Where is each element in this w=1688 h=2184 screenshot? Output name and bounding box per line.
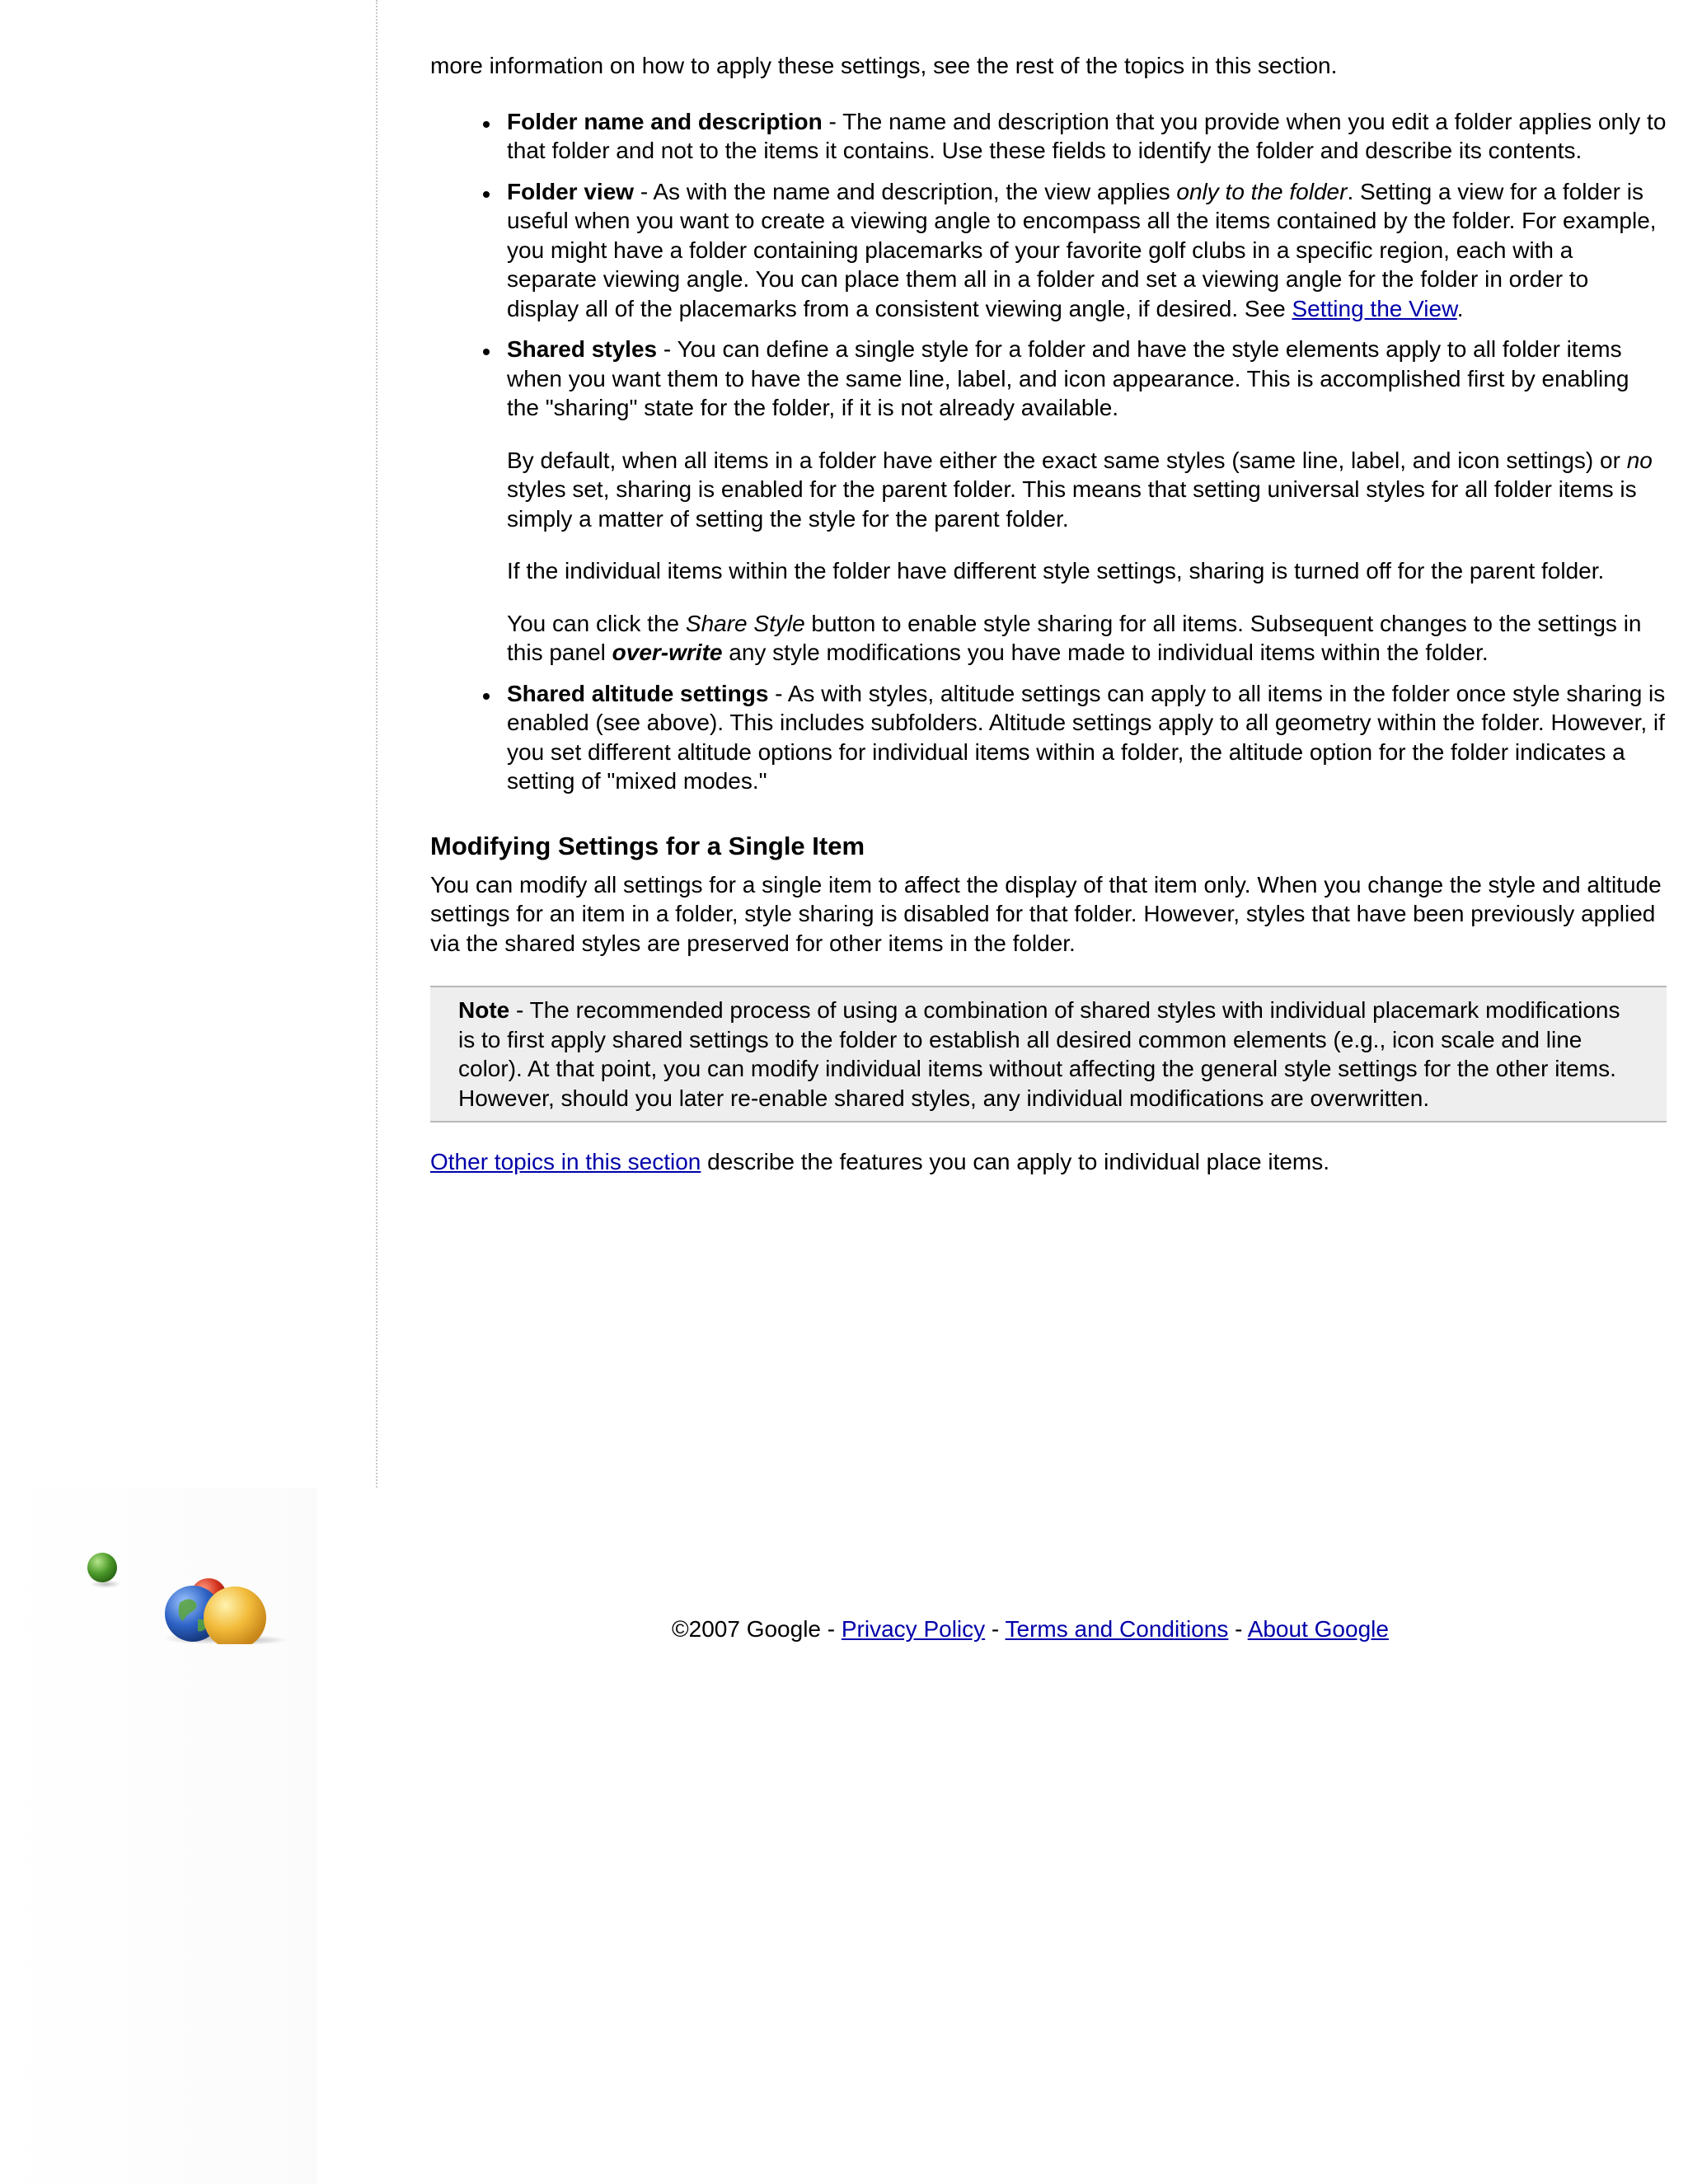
- copyright-text: ©2007 Google -: [672, 1616, 842, 1642]
- default-emphasis: no: [1626, 447, 1653, 473]
- over-write-emphasis: over-write: [612, 640, 723, 665]
- closing-text: describe the features you can apply to individual place items.: [701, 1149, 1330, 1174]
- shared-altitude-title: Shared altitude settings: [507, 680, 769, 706]
- note-box: [430, 986, 1667, 1122]
- folder-view-text-cont: . Setting a view for a folder is useful when you want to create a viewing angle to encompass all the items contained by the folder. For example, you might have a folder containing placemarks of your favorite golf clubs in a specific region, each with a separate viewing angle. You can place them all in a folder and set a viewing angle for the folder in order to display all of the placemarks from a consistent viewing angle, if desired. See: [507, 178, 1657, 321]
- folder-name-text: - The name and description that you provide when you edit a folder applies only to that folder and not to the items it contains. Use these fields to identify the folder and describe its contents.: [507, 108, 1667, 163]
- section-body: You can modify all settings for a single item to affect the display of that item only. When you change the style and altitude settings for an item in a folder, style sharing is disabled for that folder. However, styles that have been previously applied via the shared styles are preserved for other items in the folder.: [430, 871, 1662, 956]
- folder-view-text-end: .: [1456, 295, 1464, 321]
- settings-list: [430, 107, 1667, 796]
- list-item-shared-altitude: [507, 679, 1667, 796]
- shared-styles-individual-paragraph: If the individual items within the folder have different style settings, sharing is turned off for the parent folder.: [507, 558, 1605, 583]
- terms-and-conditions-link[interactable]: Terms and Conditions: [1005, 1616, 1229, 1642]
- section-heading: Modifying Settings for a Single Item: [430, 831, 865, 860]
- shared-styles-default-paragraph: [507, 446, 1667, 534]
- shared-altitude-text: - As with styles, altitude settings can apply to all items in the folder once style sharing is enabled (see above). This includes subfolders. Altitude settings apply to all geometry within the folder. However, if you set different altitude options for individual items within a folder, the altitude option for the folder indicates a setting of "mixed modes.": [507, 680, 1666, 794]
- folder-view-title: Folder view: [507, 178, 635, 204]
- button-text-b: button to enable style sharing for all items. Subsequent changes to the settings in this panel: [507, 610, 1642, 665]
- shared-styles-title: Shared styles: [507, 336, 658, 362]
- button-text-c: any style modifications you have made to individual items within the folder.: [722, 640, 1489, 665]
- footer: [0, 1488, 1688, 2184]
- folder-view-emphasis: only to the folder: [1176, 178, 1348, 204]
- default-text-b: styles set, sharing is enabled for the parent folder. This means that setting universal styles for all folder items is simply a matter of setting the style for the parent folder.: [507, 476, 1637, 532]
- note-text: - The recommended process of using a combination of shared styles with individual placemark modifications is to first apply shared settings to the folder to establish all desired common elements (e.g., icon scale and line color). At that point, you can modify individual items without affecting the general style settings for the other items. However, should you later re-enable shared styles, any individual modifications are overwritten.: [458, 997, 1620, 1111]
- google-earth-globes-icon: [82, 1537, 305, 1644]
- default-text-a: By default, when all items in a folder have either the exact same styles (same line, label, and icon settings) or: [507, 447, 1627, 473]
- folder-view-text: - As with the name and description, the view applies: [634, 178, 1177, 204]
- about-google-link[interactable]: About Google: [1247, 1616, 1389, 1642]
- shared-styles-text: - You can define a single style for a folder and have the style elements apply to all folder items when you want them to have the same line, label, and icon appearance. This is accomplished first by enabling the "sharing" state for the folder, if it is not already available.: [507, 336, 1629, 420]
- footer-links: [672, 1615, 1389, 1644]
- list-item-folder-view: [507, 177, 1667, 324]
- main-content: [430, 51, 1667, 1177]
- footer-separator: -: [985, 1616, 1006, 1642]
- list-item-shared-styles: [507, 335, 1667, 668]
- list-item-folder-name: [507, 107, 1667, 166]
- intro-paragraph: more information on how to apply these settings, see the rest of the topics in this section.: [430, 53, 1338, 78]
- privacy-policy-link[interactable]: Privacy Policy: [841, 1616, 986, 1642]
- left-sidebar: [0, 0, 377, 1488]
- button-text-a: You can click the: [507, 610, 686, 636]
- note-label: Note: [458, 997, 510, 1023]
- folder-name-title: Folder name and description: [507, 108, 823, 134]
- shared-styles-button-paragraph: [507, 609, 1667, 668]
- footer-separator: -: [1228, 1616, 1248, 1642]
- closing-paragraph: [430, 1147, 1667, 1177]
- share-style-emphasis: Share Style: [685, 610, 805, 636]
- other-topics-link[interactable]: Other topics in this section: [430, 1149, 701, 1174]
- setting-the-view-link[interactable]: Setting the View: [1292, 295, 1457, 321]
